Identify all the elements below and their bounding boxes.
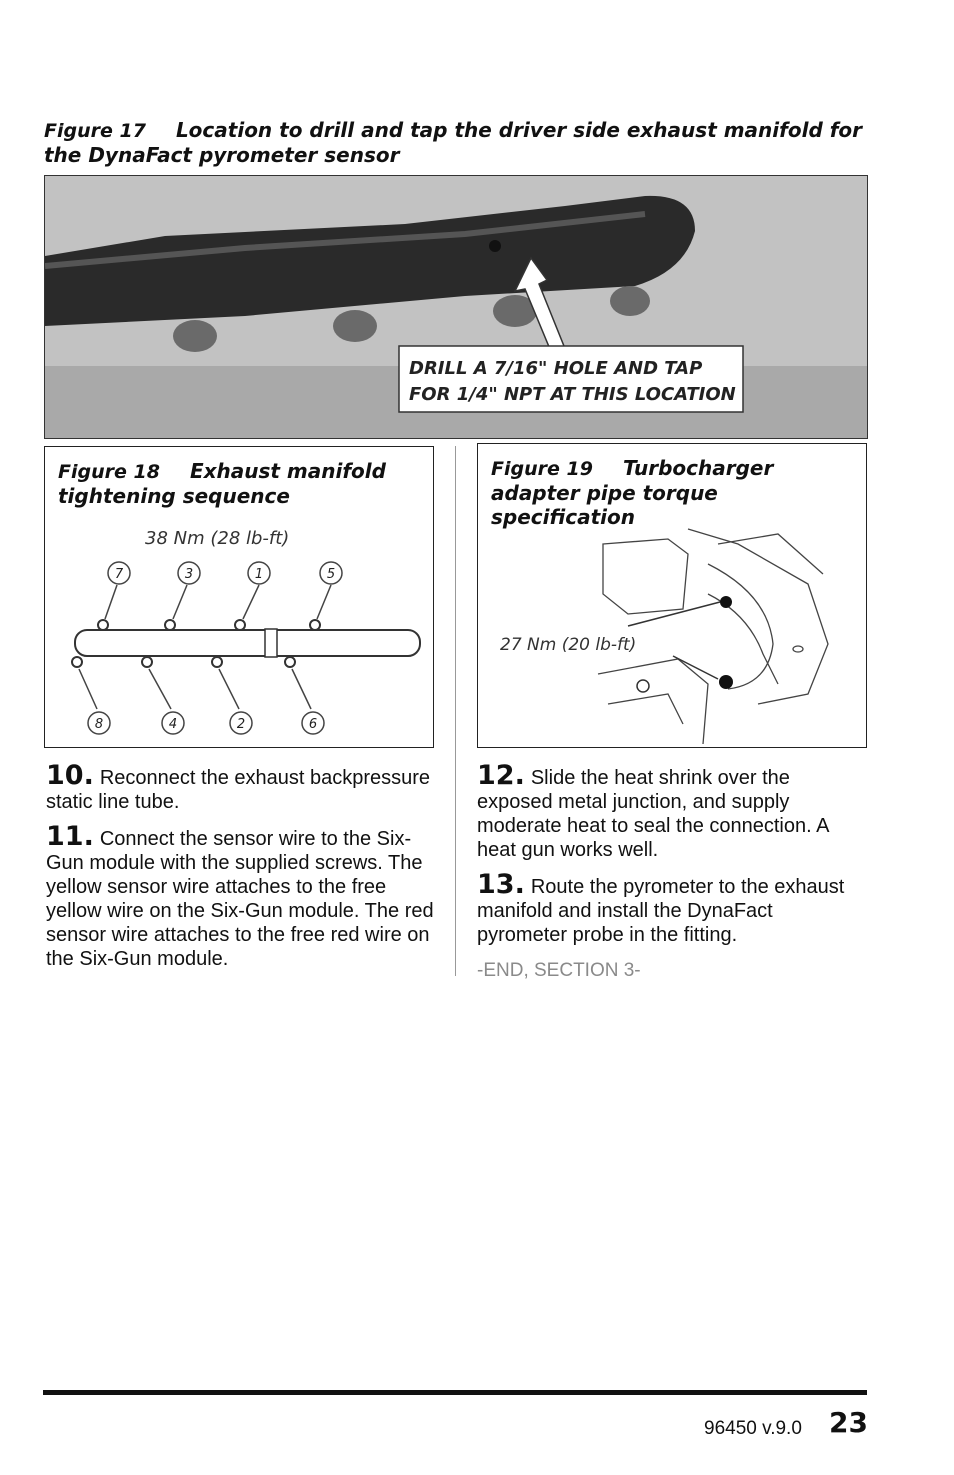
figure-17-caption xyxy=(44,118,864,167)
figure-19-number: Figure 19 xyxy=(491,458,593,480)
figure-19-title: Turbocharger adapter pipe torque specification xyxy=(491,456,774,529)
fig19-torque-label: 27 Nm (20 lb-ft) xyxy=(500,635,637,655)
step-text: Slide the heat shrink over the exposed metal junction, and supply moderate heat to seal the connection. A heat gun works well. xyxy=(477,767,829,861)
exhaust-manifold-photo xyxy=(45,176,867,438)
step-text: Connect the sensor wire to the Six-Gun module with the supplied screws. The yellow sensor wire attaches to the free yellow wire on the Six-Gun module. The red sensor wire attaches to the free red wire on the Six-Gun module. xyxy=(46,828,434,970)
step-12 xyxy=(477,760,867,862)
step-number: 10. xyxy=(46,760,94,791)
figure-18-panel xyxy=(44,446,434,748)
bolt-label-bottom-4: 6 xyxy=(308,717,318,732)
bolt-label-bottom-1: 8 xyxy=(94,717,104,732)
step-number: 12. xyxy=(477,760,525,791)
fig17-callout-line1: DRILL A 7/16" HOLE AND TAP xyxy=(409,358,703,379)
tightening-sequence-diagram xyxy=(45,447,433,747)
document-version: 96450 v.9.0 xyxy=(704,1418,802,1439)
step-10 xyxy=(46,760,436,814)
turbo-adapter-diagram xyxy=(478,444,866,747)
figure-18-number: Figure 18 xyxy=(58,461,160,483)
step-11 xyxy=(46,821,436,971)
figure-19-panel xyxy=(477,443,867,748)
step-text: Reconnect the exhaust backpressure static line tube. xyxy=(46,767,431,813)
figure-17-photo xyxy=(44,175,868,439)
footer-rule xyxy=(43,1390,867,1395)
end-section-note: -END, SECTION 3- xyxy=(477,960,641,981)
step-text: Route the pyrometer to the exhaust manifold and install the DynaFact pyrometer probe in the fitting. xyxy=(477,876,845,946)
figure-17-title: Location to drill and tap the driver side exhaust manifold for the DynaFact pyrometer sensor xyxy=(44,118,863,167)
bolt-label-top-2: 3 xyxy=(184,567,194,582)
fig18-torque-label: 38 Nm (28 lb-ft) xyxy=(145,528,290,549)
bolt-label-top-1: 7 xyxy=(114,567,124,582)
figure-18-title: Exhaust manifold tightening sequence xyxy=(58,459,386,508)
fig17-callout-line2: FOR 1/4" NPT AT THIS LOCATION xyxy=(409,384,736,405)
bolt-label-top-4: 5 xyxy=(326,567,336,582)
column-divider xyxy=(455,446,456,976)
page-number: 23 xyxy=(829,1406,868,1439)
step-number: 13. xyxy=(477,869,525,900)
figure-17-number: Figure 17 xyxy=(44,120,146,142)
step-number: 11. xyxy=(46,821,94,852)
bolt-label-bottom-2: 4 xyxy=(168,717,178,732)
bolt-label-top-3: 1 xyxy=(254,567,264,582)
step-13 xyxy=(477,869,867,947)
bolt-label-bottom-3: 2 xyxy=(236,717,246,732)
